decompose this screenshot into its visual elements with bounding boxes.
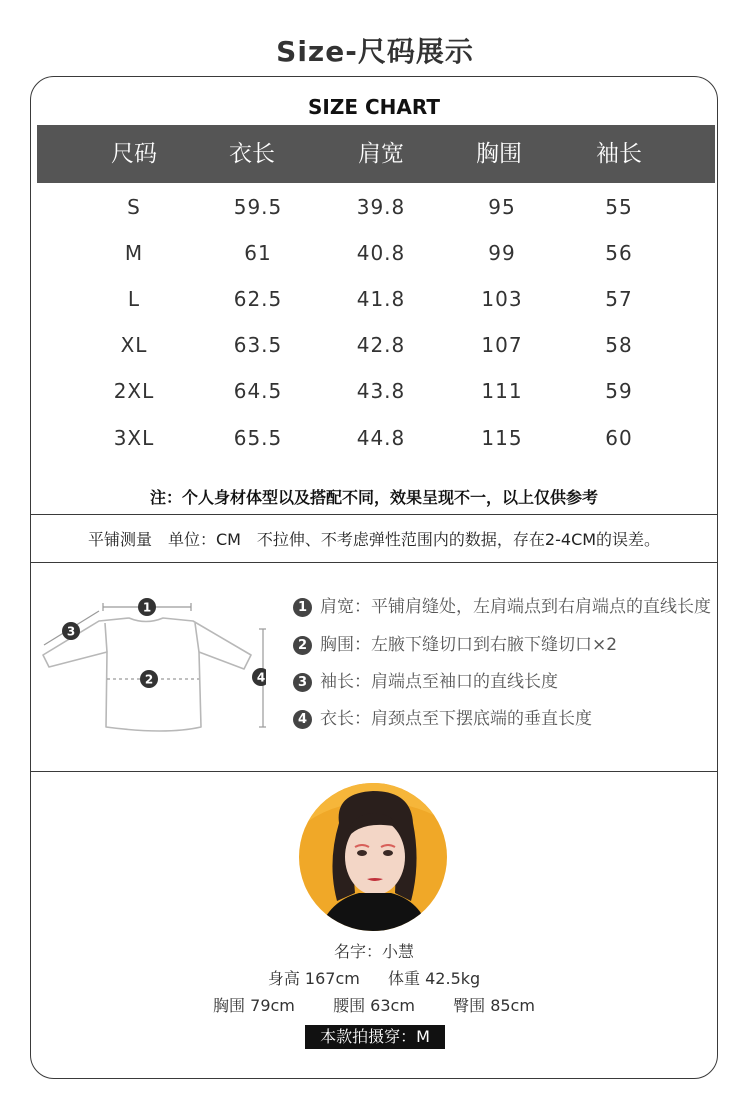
cell-bust: 103 [481,287,523,311]
diagram-marker-4 [252,668,266,686]
diagram-label-3: 3 [66,624,76,639]
cell-length: 61 [244,241,272,265]
number-badge: 3 [293,673,312,692]
garment-diagram [41,589,266,739]
divider [31,771,717,772]
cell-shoulder: 39.8 [356,195,406,219]
model-height: 身高 167cm [267,969,360,988]
diagram-marker-2 [140,670,158,688]
table-row [37,184,715,230]
cell-size: S [127,195,141,219]
header-size: 尺码 [111,141,157,167]
measurement-note: 平铺测量 单位：CM 不拉伸、不考虑弹性范围内的数据，存在2-4CM的误差。 [87,530,661,549]
size-table-header [37,125,715,183]
definition-item [293,670,558,694]
cell-sleeve: 56 [605,241,633,265]
cell-bust: 95 [488,195,516,219]
cell-shoulder: 41.8 [356,287,406,311]
definition-item [293,633,617,657]
model-bust: 胸围 79cm [213,996,295,1015]
model-weight: 体重 42.5kg [388,969,481,988]
cell-bust: 115 [481,426,523,450]
model-photo [299,783,447,931]
cell-bust: 107 [481,333,523,357]
cell-length: 64.5 [233,379,283,403]
cell-length: 62.5 [233,287,283,311]
cell-sleeve: 60 [605,426,633,450]
definition-item [293,707,592,731]
table-row [37,415,715,461]
diagram-label-2: 2 [144,672,154,687]
cell-length: 65.5 [233,426,283,450]
cell-sleeve: 59 [605,379,633,403]
cell-sleeve: 57 [605,287,633,311]
cell-length: 63.5 [233,333,283,357]
cell-bust: 111 [481,379,523,403]
divider [31,562,717,563]
model-hip: 臀围 85cm [453,996,535,1015]
size-chart-title: SIZE CHART [307,95,440,119]
model-height-weight [31,966,717,989]
cell-shoulder: 44.8 [356,426,406,450]
cell-length: 59.5 [233,195,283,219]
diagram-marker-3 [62,622,80,640]
number-badge: 2 [293,636,312,655]
cell-shoulder: 42.8 [356,333,406,357]
diagram-marker-1 [138,598,156,616]
model-waist: 腰围 63cm [333,996,415,1015]
cell-size: L [127,287,141,311]
cell-size: M [124,241,144,265]
size-card [30,76,718,1079]
worn-size-badge: 本款拍摄穿：M [305,1025,445,1049]
definition-text: 袖长：肩端点至袖口的直线长度 [320,672,558,692]
model-name: 名字：小慧 [333,942,414,961]
definition-text: 肩宽：平铺肩缝处，左肩端点到右肩端点的直线长度 [320,597,711,617]
header-shoulder: 肩宽 [358,141,404,167]
definition-text: 衣长：肩颈点至下摆底端的垂直长度 [320,709,592,729]
cell-size: 3XL [113,426,155,450]
table-row [37,322,715,368]
page-title: Size-尺码展示 [276,35,474,68]
number-badge: 1 [293,598,312,617]
definition-text: 胸围：左腋下缝切口到右腋下缝切口×2 [320,635,618,655]
diagram-label-4: 4 [256,670,266,685]
cell-bust: 99 [488,241,516,265]
divider [31,514,717,515]
table-row [37,276,715,322]
model-measurements [31,993,717,1016]
header-sleeve: 袖长 [596,141,642,167]
cell-size: XL [120,333,148,357]
diagram-label-1: 1 [142,600,152,615]
table-row [37,230,715,276]
cell-shoulder: 40.8 [356,241,406,265]
number-badge: 4 [293,710,312,729]
cell-sleeve: 58 [605,333,633,357]
header-length: 衣长 [229,141,275,167]
table-row [37,368,715,414]
cell-size: 2XL [113,379,155,403]
size-disclaimer: 注：个人身材体型以及搭配不同，效果呈现不一，以上仅供参考 [149,488,598,507]
header-bust: 胸围 [476,141,522,167]
cell-sleeve: 55 [605,195,633,219]
definition-item [293,595,711,619]
cell-shoulder: 43.8 [356,379,406,403]
